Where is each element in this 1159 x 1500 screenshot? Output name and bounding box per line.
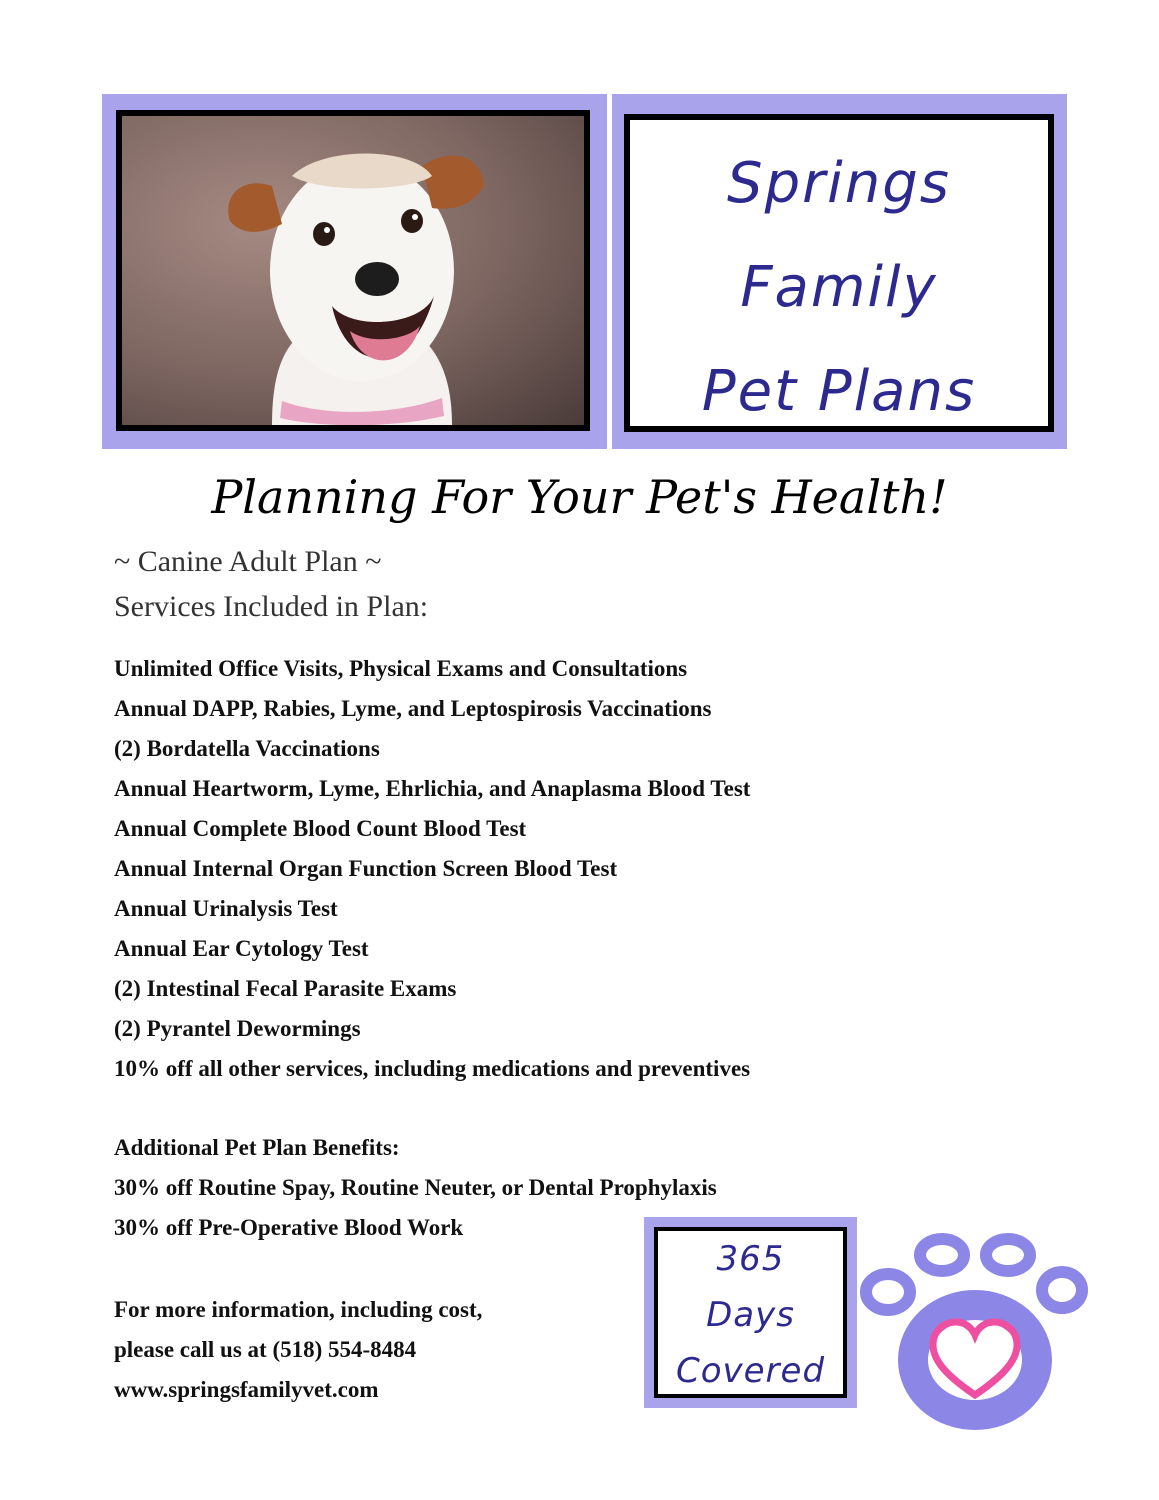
badge-line-3: Covered bbox=[675, 1351, 826, 1391]
service-item: Annual Heartworm, Lyme, Ehrlichia, and Anaplasma Blood Test bbox=[114, 776, 751, 801]
service-item: Annual Internal Organ Function Screen Blood Test bbox=[114, 856, 618, 881]
brand-title bbox=[630, 132, 1048, 444]
dog-photo bbox=[122, 116, 584, 425]
service-item: (2) Bordatella Vaccinations bbox=[114, 736, 380, 761]
service-item: (2) Pyrantel Dewormings bbox=[114, 1016, 361, 1041]
service-item: Annual Ear Cytology Test bbox=[114, 936, 369, 961]
title-panel bbox=[612, 94, 1067, 449]
brand-title-line-3: Pet Plans bbox=[701, 359, 977, 424]
benefit-item: 30% off Routine Spay, Routine Neuter, or Dental Prophylaxis bbox=[114, 1175, 717, 1200]
website-link[interactable]: www.springsfamilyvet.com bbox=[114, 1377, 379, 1402]
service-item: (2) Intestinal Fecal Parasite Exams bbox=[114, 976, 457, 1001]
service-item: 10% off all other services, including medications and preventives bbox=[114, 1056, 751, 1081]
contact-line-1: For more information, including cost, bbox=[114, 1297, 483, 1322]
brand-title-line-2: Family bbox=[740, 255, 938, 320]
service-item: Annual Urinalysis Test bbox=[114, 896, 338, 921]
services-heading: Services Included in Plan: bbox=[114, 590, 429, 623]
service-item: Annual DAPP, Rabies, Lyme, and Leptospirosis Vaccinations bbox=[114, 696, 712, 721]
photo-frame bbox=[116, 110, 590, 431]
coverage-badge bbox=[654, 1227, 847, 1398]
service-item: Annual Complete Blood Count Blood Test bbox=[114, 816, 527, 841]
tagline: Planning For Your Pet's Health! bbox=[211, 470, 948, 524]
title-frame bbox=[624, 114, 1054, 432]
paw-heart-icon bbox=[855, 1230, 1105, 1430]
brand-title-line-1: Springs bbox=[727, 151, 951, 216]
benefit-item: 30% off Pre-Operative Blood Work bbox=[114, 1215, 464, 1240]
badge-line-1: 365 bbox=[716, 1239, 785, 1279]
contact-phone-line: please call us at (518) 554-8484 bbox=[114, 1337, 417, 1362]
coverage-badge-panel bbox=[644, 1217, 857, 1408]
services-list bbox=[114, 649, 914, 1089]
contact-info bbox=[114, 1290, 482, 1410]
service-item: Unlimited Office Visits, Physical Exams and Consultations bbox=[114, 656, 688, 681]
plan-name: ~ Canine Adult Plan ~ bbox=[114, 545, 382, 578]
benefits-heading: Additional Pet Plan Benefits: bbox=[114, 1135, 400, 1160]
badge-line-2: Days bbox=[706, 1295, 795, 1335]
photo-panel bbox=[102, 94, 607, 449]
